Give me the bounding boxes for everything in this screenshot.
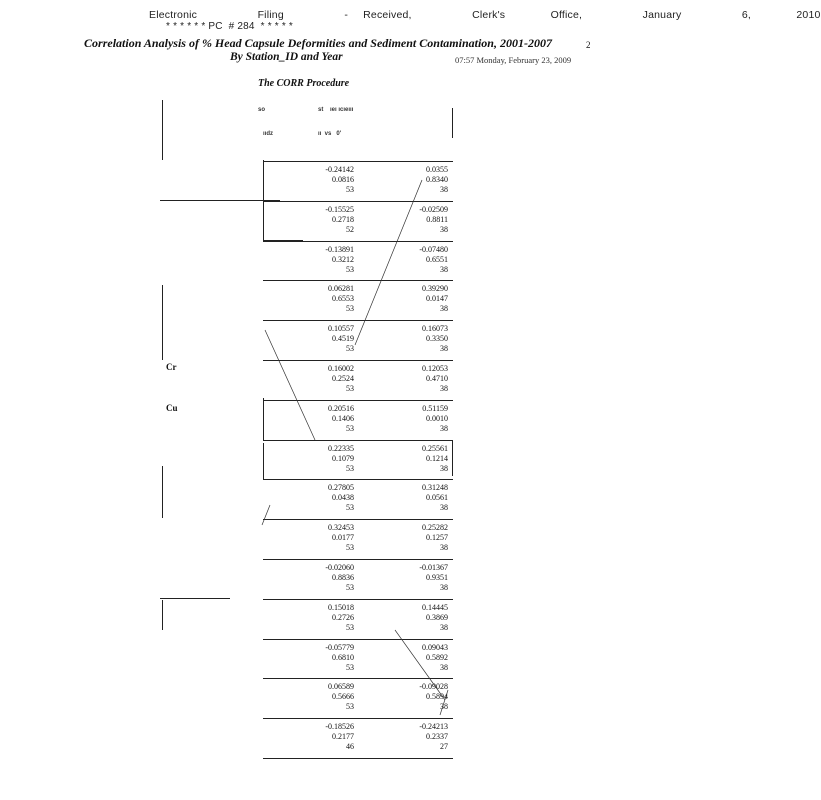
report-subtitle: By Station_ID and Year [230,51,343,63]
n-count: 53 [346,344,354,354]
n-count: 38 [440,543,448,553]
n-count: 53 [346,185,354,194]
n-count: 38 [440,702,448,712]
correlation-value: 0.39290 [422,284,448,294]
p-value: 0.3350 [426,334,448,344]
table-header-col2-row2: ıı vs 0' [318,131,342,137]
correlation-value: -0.02509 [419,204,448,214]
p-value: 0.0177 [332,533,354,543]
table-header-col2-row1: st ıeı ıcıeııı [318,107,354,113]
correlation-value: -0.13891 [325,244,354,254]
p-value: 0.2524 [332,374,354,383]
correlation-value: -0.24142 [325,165,354,174]
correlation-value: 0.20516 [328,403,354,413]
correlation-value: 0.10557 [328,324,354,334]
p-value: 0.2337 [426,732,448,742]
n-count: 53 [346,264,354,274]
filing-stamp-line1: Electronic Filing - Received, Clerk's Office, January 6, 2010 [149,9,821,21]
correlation-value: 0.16002 [328,364,354,373]
p-value: 0.1406 [332,413,354,423]
p-value: 0.8811 [426,214,448,224]
correlation-value: -0.24213 [419,722,448,732]
n-count: 38 [440,264,448,274]
n-count: 38 [440,463,448,473]
n-count: 38 [440,662,448,672]
n-count: 38 [440,622,448,632]
p-value: 0.5666 [332,692,354,702]
p-value: 0.3869 [426,612,448,622]
correlation-value: -0.02060 [325,563,354,572]
report-title: Correlation Analysis of % Head Capsule Deformities and Sediment Contamination, 2001-2007 [84,36,552,50]
p-value: 0.6551 [426,254,448,264]
correlation-value: 0.15018 [328,602,354,612]
n-count: 38 [440,384,448,393]
p-value: 0.2177 [332,732,354,742]
n-count: 38 [440,503,448,513]
n-count: 53 [346,583,354,592]
p-value: 0.0816 [332,175,354,184]
report-datetime: 07:57 Monday, February 23, 2009 [455,55,572,65]
n-count: 38 [440,344,448,354]
n-count: 53 [346,503,354,513]
page-number: 2 [586,40,591,50]
table-header-col1-row1: so [258,107,266,113]
p-value: 0.1079 [332,453,354,463]
p-value: 0.6553 [332,294,354,304]
correlation-value: 0.0355 [426,165,448,174]
correlation-value: 0.09043 [422,642,448,652]
correlation-value: 0.12053 [422,364,448,373]
n-count: 53 [346,423,354,433]
n-count: 38 [440,583,448,592]
correlation-value: -0.07480 [419,244,448,254]
correlation-value: 0.06281 [328,284,354,294]
correlation-value: 0.22335 [328,443,354,453]
correlation-value: 0.51159 [422,403,448,413]
p-value: 0.0147 [426,294,448,304]
p-value: 0.0438 [332,493,354,503]
p-value: 0.5892 [426,652,448,662]
row-label-cr: Cr [166,362,177,372]
filing-stamp-line2: * * * * * * PC # 284 * * * * * [166,21,294,32]
n-count: 27 [440,742,448,752]
correlation-value: -0.18526 [325,722,354,732]
p-value: 0.9351 [426,573,448,582]
correlation-value: 0.32453 [328,523,354,533]
table-header-col1-row2: ııdz [263,131,273,137]
correlation-value: -0.09028 [419,682,448,692]
correlation-value: -0.15525 [325,204,354,214]
p-value: 0.0010 [426,413,448,423]
p-value: 0.5894 [426,692,448,702]
p-value: 0.4710 [426,374,448,383]
n-count: 52 [346,224,354,234]
correlation-value: 0.25561 [422,443,448,453]
p-value: 0.8836 [332,573,354,582]
row-label-cu: Cu [166,403,178,413]
p-value: 0.2726 [332,612,354,622]
n-count: 53 [346,463,354,473]
p-value: 0.4519 [332,334,354,344]
procedure-title: The CORR Procedure [258,78,350,89]
p-value: 0.1214 [426,453,448,463]
p-value: 0.0561 [426,493,448,503]
n-count: 53 [346,304,354,314]
correlation-value: 0.27805 [328,483,354,493]
correlation-value: -0.05779 [325,642,354,652]
correlation-value: -0.01367 [419,563,448,572]
n-count: 38 [440,423,448,433]
p-value: 0.3212 [332,254,354,264]
correlation-value: 0.31248 [422,483,448,493]
n-count: 53 [346,622,354,632]
n-count: 38 [440,185,448,194]
correlation-value: 0.14445 [422,602,448,612]
p-value: 0.1257 [426,533,448,543]
n-count: 53 [346,662,354,672]
correlation-value: 0.25282 [422,523,448,533]
n-count: 53 [346,702,354,712]
correlation-value: 0.16073 [422,324,448,334]
n-count: 46 [346,742,354,752]
n-count: 38 [440,224,448,234]
n-count: 53 [346,384,354,393]
n-count: 38 [440,304,448,314]
correlation-value: 0.06589 [328,682,354,692]
p-value: 0.2718 [332,214,354,224]
p-value: 0.6810 [332,652,354,662]
p-value: 0.8340 [426,175,448,184]
n-count: 53 [346,543,354,553]
